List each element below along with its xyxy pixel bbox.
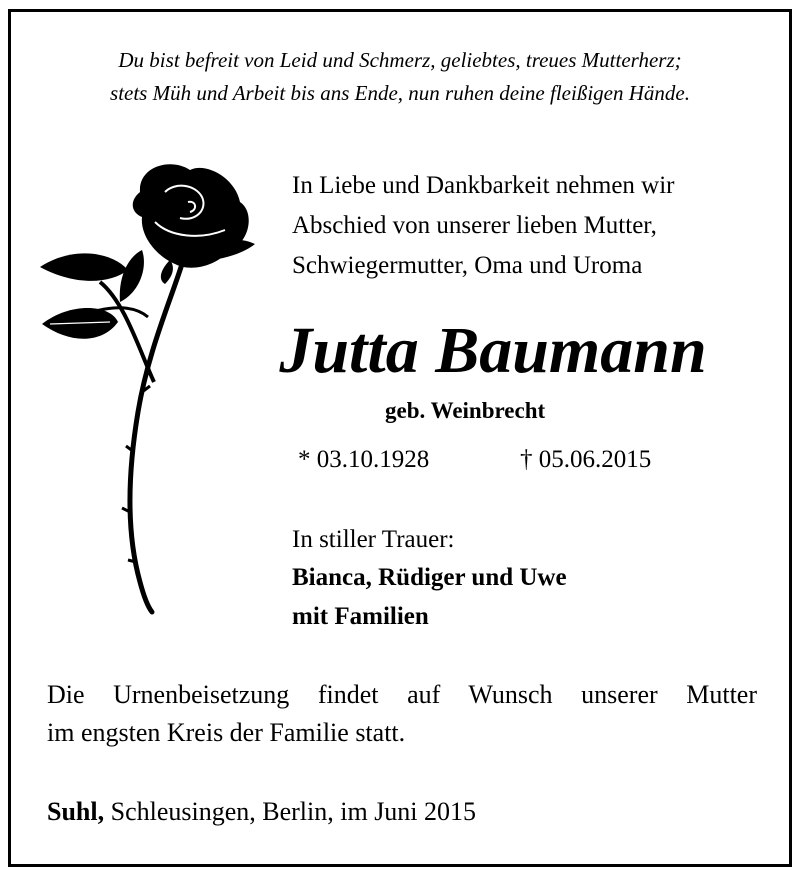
place-city: Suhl,: [47, 797, 105, 826]
birth-date: * 03.10.1928: [298, 446, 430, 473]
burial-line-2: im engsten Kreis der Familie statt.: [47, 718, 406, 747]
intro-text: [292, 166, 758, 286]
intro-line-3: Schwiegermutter, Oma und Uroma: [292, 252, 643, 279]
burial-notice: [47, 676, 757, 752]
place-rest: Schleusingen, Berlin, im Juni 2015: [104, 797, 477, 826]
place-and-date: [47, 797, 476, 827]
mourners-label: In stiller Trauer:: [292, 526, 455, 553]
rose-icon: [30, 152, 260, 622]
intro-line-2: Abschied von unserer lieben Mutter,: [292, 212, 657, 239]
mourners-line-2: mit Familien: [292, 603, 429, 630]
maiden-name: geb. Weinbrecht: [385, 398, 546, 423]
burial-line-1: Die Urnenbeisetzung findet auf Wunsch unserer Mutter: [47, 680, 757, 709]
motto-line-2: stets Müh und Arbeit bis ans Ende, nun ruhen deine fleißigen Hände.: [110, 81, 690, 105]
deceased-name: Jutta Baumann: [279, 314, 707, 387]
motto-line-1: Du bist befreit von Leid und Schmerz, geliebtes, treues Mutterherz;: [118, 48, 682, 72]
intro-line-1: In Liebe und Dankbarkeit nehmen wir: [292, 172, 675, 199]
mourners-line-1: Bianca, Rüdiger und Uwe: [292, 564, 567, 591]
death-date: † 05.06.2015: [520, 446, 652, 473]
